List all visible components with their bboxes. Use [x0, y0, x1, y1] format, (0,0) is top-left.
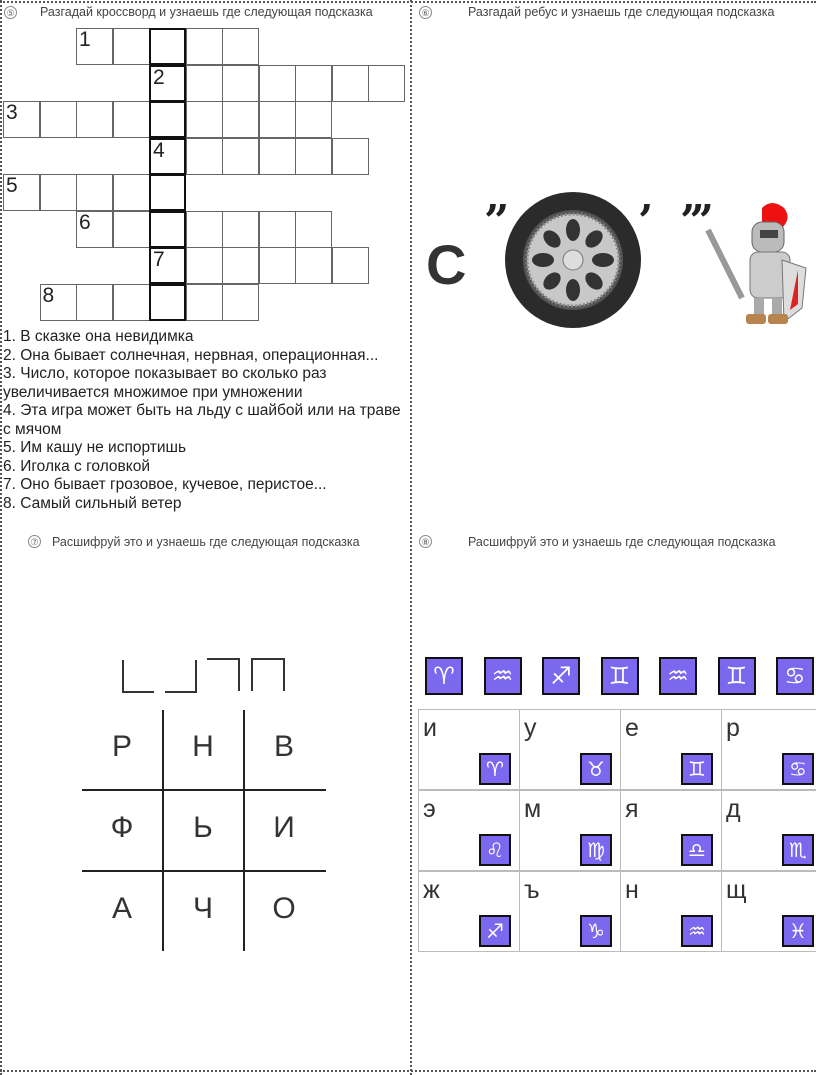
zodiac-sign-icon: ♎: [681, 834, 713, 866]
zodiac-sign-icon: ♌: [479, 834, 511, 866]
section-title-6: Разгадай ребус и узнаешь где следующая подсказка: [468, 5, 775, 19]
zodiac-sign-icon: ♒: [681, 915, 713, 947]
pigpen-letter: О: [272, 892, 296, 925]
zodiac-sign-icon: ♋: [782, 753, 814, 785]
crossword-cell[interactable]: [222, 138, 259, 175]
clue-8: 8. Самый сильный ветер: [3, 494, 182, 512]
pigpen-letter: Ь: [193, 811, 213, 844]
zodiac-sign-icon: ♈: [479, 753, 511, 785]
section-number-8: ⑧: [419, 535, 432, 548]
zodiac-sign-icon: ♈: [425, 657, 463, 695]
crossword-cell[interactable]: [113, 28, 150, 65]
key-letter: и: [423, 714, 437, 742]
crossword-cell[interactable]: [186, 211, 223, 248]
zodiac-key-cell: [418, 709, 520, 790]
pigpen-symbol-1: [122, 660, 154, 693]
zodiac-sign-icon: ♐: [542, 657, 580, 695]
crossword-cell[interactable]: [76, 284, 113, 321]
zodiac-key-cell: [519, 709, 621, 790]
crossword-cell[interactable]: [113, 284, 150, 321]
crossword-cell[interactable]: [295, 138, 332, 175]
zodiac-sign-icon: ♓: [782, 915, 814, 947]
zodiac-key-cell: [418, 871, 520, 952]
crossword-cell[interactable]: [149, 211, 186, 248]
pigpen-letter: А: [111, 892, 132, 925]
crossword-cell[interactable]: [149, 138, 186, 175]
crossword-cell[interactable]: [259, 247, 296, 284]
crossword-cell[interactable]: [295, 211, 332, 248]
zodiac-sign-icon: ♉: [580, 753, 612, 785]
zodiac-sign-icon: ♑: [580, 915, 612, 947]
key-letter: ъ: [524, 876, 540, 904]
clue-1: 1. В сказке она невидимка: [3, 328, 194, 345]
clue-6: 6. Иголка с головкой: [3, 457, 151, 475]
left-border: [0, 0, 2, 1075]
crossword-cell[interactable]: [186, 247, 223, 284]
section-title-5: Разгадай кроссворд и узнаешь где следующая подсказка: [40, 5, 373, 19]
crossword-cell[interactable]: [186, 101, 223, 138]
crossword-cell[interactable]: [222, 247, 259, 284]
clue-2: 2. Она бывает солнечная, нервная, операционная...: [3, 346, 379, 364]
key-letter: у: [524, 714, 537, 742]
pigpen-letter: Ч: [193, 892, 213, 925]
center-divider: [410, 0, 412, 1075]
crossword-cell[interactable]: [259, 138, 296, 175]
zodiac-key-cell: [721, 871, 816, 952]
crossword-cell[interactable]: [259, 65, 296, 102]
crossword-cell[interactable]: [113, 174, 150, 211]
crossword-cell[interactable]: [76, 174, 113, 211]
crossword-cell[interactable]: [259, 211, 296, 248]
crossword-cell[interactable]: [332, 247, 369, 284]
crossword-cell[interactable]: [40, 101, 77, 138]
zodiac-sign-icon: ♍: [580, 834, 612, 866]
crossword-cell[interactable]: [149, 65, 186, 102]
rebus-commas-right: ’’’: [680, 196, 708, 247]
clue-number: 1: [79, 28, 91, 51]
clue-5: 5. Им кашу не испортишь: [3, 439, 187, 456]
clue-number: 2: [153, 65, 165, 89]
pigpen-letter: Р: [111, 730, 132, 763]
crossword-cell[interactable]: [222, 65, 259, 102]
clue-number: 5: [6, 174, 18, 197]
clue-4: 4. Эта игра может быть на льду с шайбой или на траве с мячом: [3, 402, 401, 438]
pigpen-letter: Н: [192, 730, 214, 763]
crossword-cell[interactable]: [222, 211, 259, 248]
crossword-cell[interactable]: [149, 284, 186, 321]
clue-number: 8: [42, 283, 55, 307]
clue-number: 4: [153, 138, 165, 162]
pigpen-grid-line: [82, 870, 326, 872]
key-letter: э: [423, 795, 436, 823]
pigpen-grid-line: [82, 789, 326, 791]
crossword-cell[interactable]: [113, 101, 150, 138]
clue-number: 6: [79, 210, 91, 234]
crossword-cell[interactable]: [186, 138, 223, 175]
section-number-7: ⑦: [28, 535, 41, 548]
clue-list: [3, 328, 403, 513]
zodiac-sign-icon: ♋: [776, 657, 814, 695]
tire-icon: [503, 190, 643, 330]
crossword-cell[interactable]: [149, 247, 186, 284]
zodiac-sign-icon: ♊: [681, 753, 713, 785]
rebus-letter: С: [426, 233, 467, 296]
crossword-cell[interactable]: [368, 65, 405, 102]
key-letter: р: [726, 714, 740, 742]
pigpen-symbol-2: [165, 660, 197, 693]
key-letter: ж: [423, 876, 440, 904]
zodiac-sign-icon: ♏: [782, 834, 814, 866]
pigpen-letter: В: [273, 730, 294, 763]
clue-number: 3: [6, 101, 18, 124]
section-title-8: Расшифруй это и узнаешь где следующая подсказка: [468, 535, 776, 549]
top-border: [0, 1, 816, 3]
crossword-cell[interactable]: [40, 284, 77, 321]
zodiac-key-cell: [519, 871, 621, 952]
knight-icon: [700, 198, 812, 333]
zodiac-key-cell: [721, 709, 816, 790]
pigpen-symbol-4: [251, 658, 285, 691]
section-title-7: Расшифруй это и узнаешь где следующая подсказка: [52, 535, 360, 549]
key-letter: н: [625, 876, 639, 904]
zodiac-key-cell: [418, 790, 520, 871]
crossword-cell[interactable]: [149, 174, 186, 211]
rebus-commas-left: ”: [484, 196, 510, 247]
crossword-cell[interactable]: [3, 174, 40, 211]
key-letter: е: [625, 714, 639, 742]
crossword-cell[interactable]: [259, 101, 296, 138]
zodiac-sign-icon: ♊: [601, 657, 639, 695]
rebus-comma-mid: ’: [638, 196, 654, 247]
crossword-cell[interactable]: [3, 101, 40, 138]
zodiac-key-cell: [519, 790, 621, 871]
pigpen-letter: Ф: [110, 811, 134, 844]
crossword-cell[interactable]: [295, 65, 332, 102]
key-letter: щ: [726, 876, 747, 904]
crossword-cell[interactable]: [186, 284, 223, 321]
crossword-cell[interactable]: [186, 65, 223, 102]
crossword-cell[interactable]: [113, 211, 150, 248]
key-letter: м: [524, 795, 542, 823]
crossword-cell[interactable]: [76, 28, 113, 65]
crossword-cell[interactable]: [186, 28, 223, 65]
section-number-5: ⑤: [4, 6, 17, 19]
zodiac-sign-icon: ♐: [479, 915, 511, 947]
crossword-cell[interactable]: [222, 28, 259, 65]
crossword-cell[interactable]: [149, 101, 186, 138]
zodiac-sign-icon: ♒: [484, 657, 522, 695]
zodiac-key-cell: [620, 790, 722, 871]
crossword-cell[interactable]: [332, 138, 369, 175]
crossword-cell[interactable]: [222, 284, 259, 321]
crossword-cell[interactable]: [149, 28, 186, 65]
crossword-cell[interactable]: [76, 101, 113, 138]
clue-7: 7. Оно бывает грозовое, кучевое, перистое...: [3, 476, 327, 493]
zodiac-key-cell: [721, 790, 816, 871]
section-number-6: ⑥: [419, 6, 432, 19]
crossword-cell[interactable]: [222, 101, 259, 138]
crossword-cell[interactable]: [295, 247, 332, 284]
pigpen-symbol-3: [207, 658, 240, 691]
clue-number: 7: [153, 248, 165, 271]
key-letter: я: [625, 795, 639, 823]
zodiac-key-cell: [620, 871, 722, 952]
key-letter: д: [726, 795, 741, 823]
pigpen-letter: И: [273, 811, 295, 844]
crossword-cell[interactable]: [76, 211, 113, 248]
bottom-border: [0, 1070, 816, 1072]
zodiac-sign-icon: ♒: [659, 657, 697, 695]
crossword-cell[interactable]: [40, 174, 77, 211]
zodiac-sign-icon: ♊: [718, 657, 756, 695]
clue-3: 3. Число, которое показывает во сколько раз увеличивается множимое при умножении: [3, 365, 327, 401]
crossword-cell[interactable]: [332, 65, 369, 102]
crossword-cell[interactable]: [295, 101, 332, 138]
zodiac-key-cell: [620, 709, 722, 790]
